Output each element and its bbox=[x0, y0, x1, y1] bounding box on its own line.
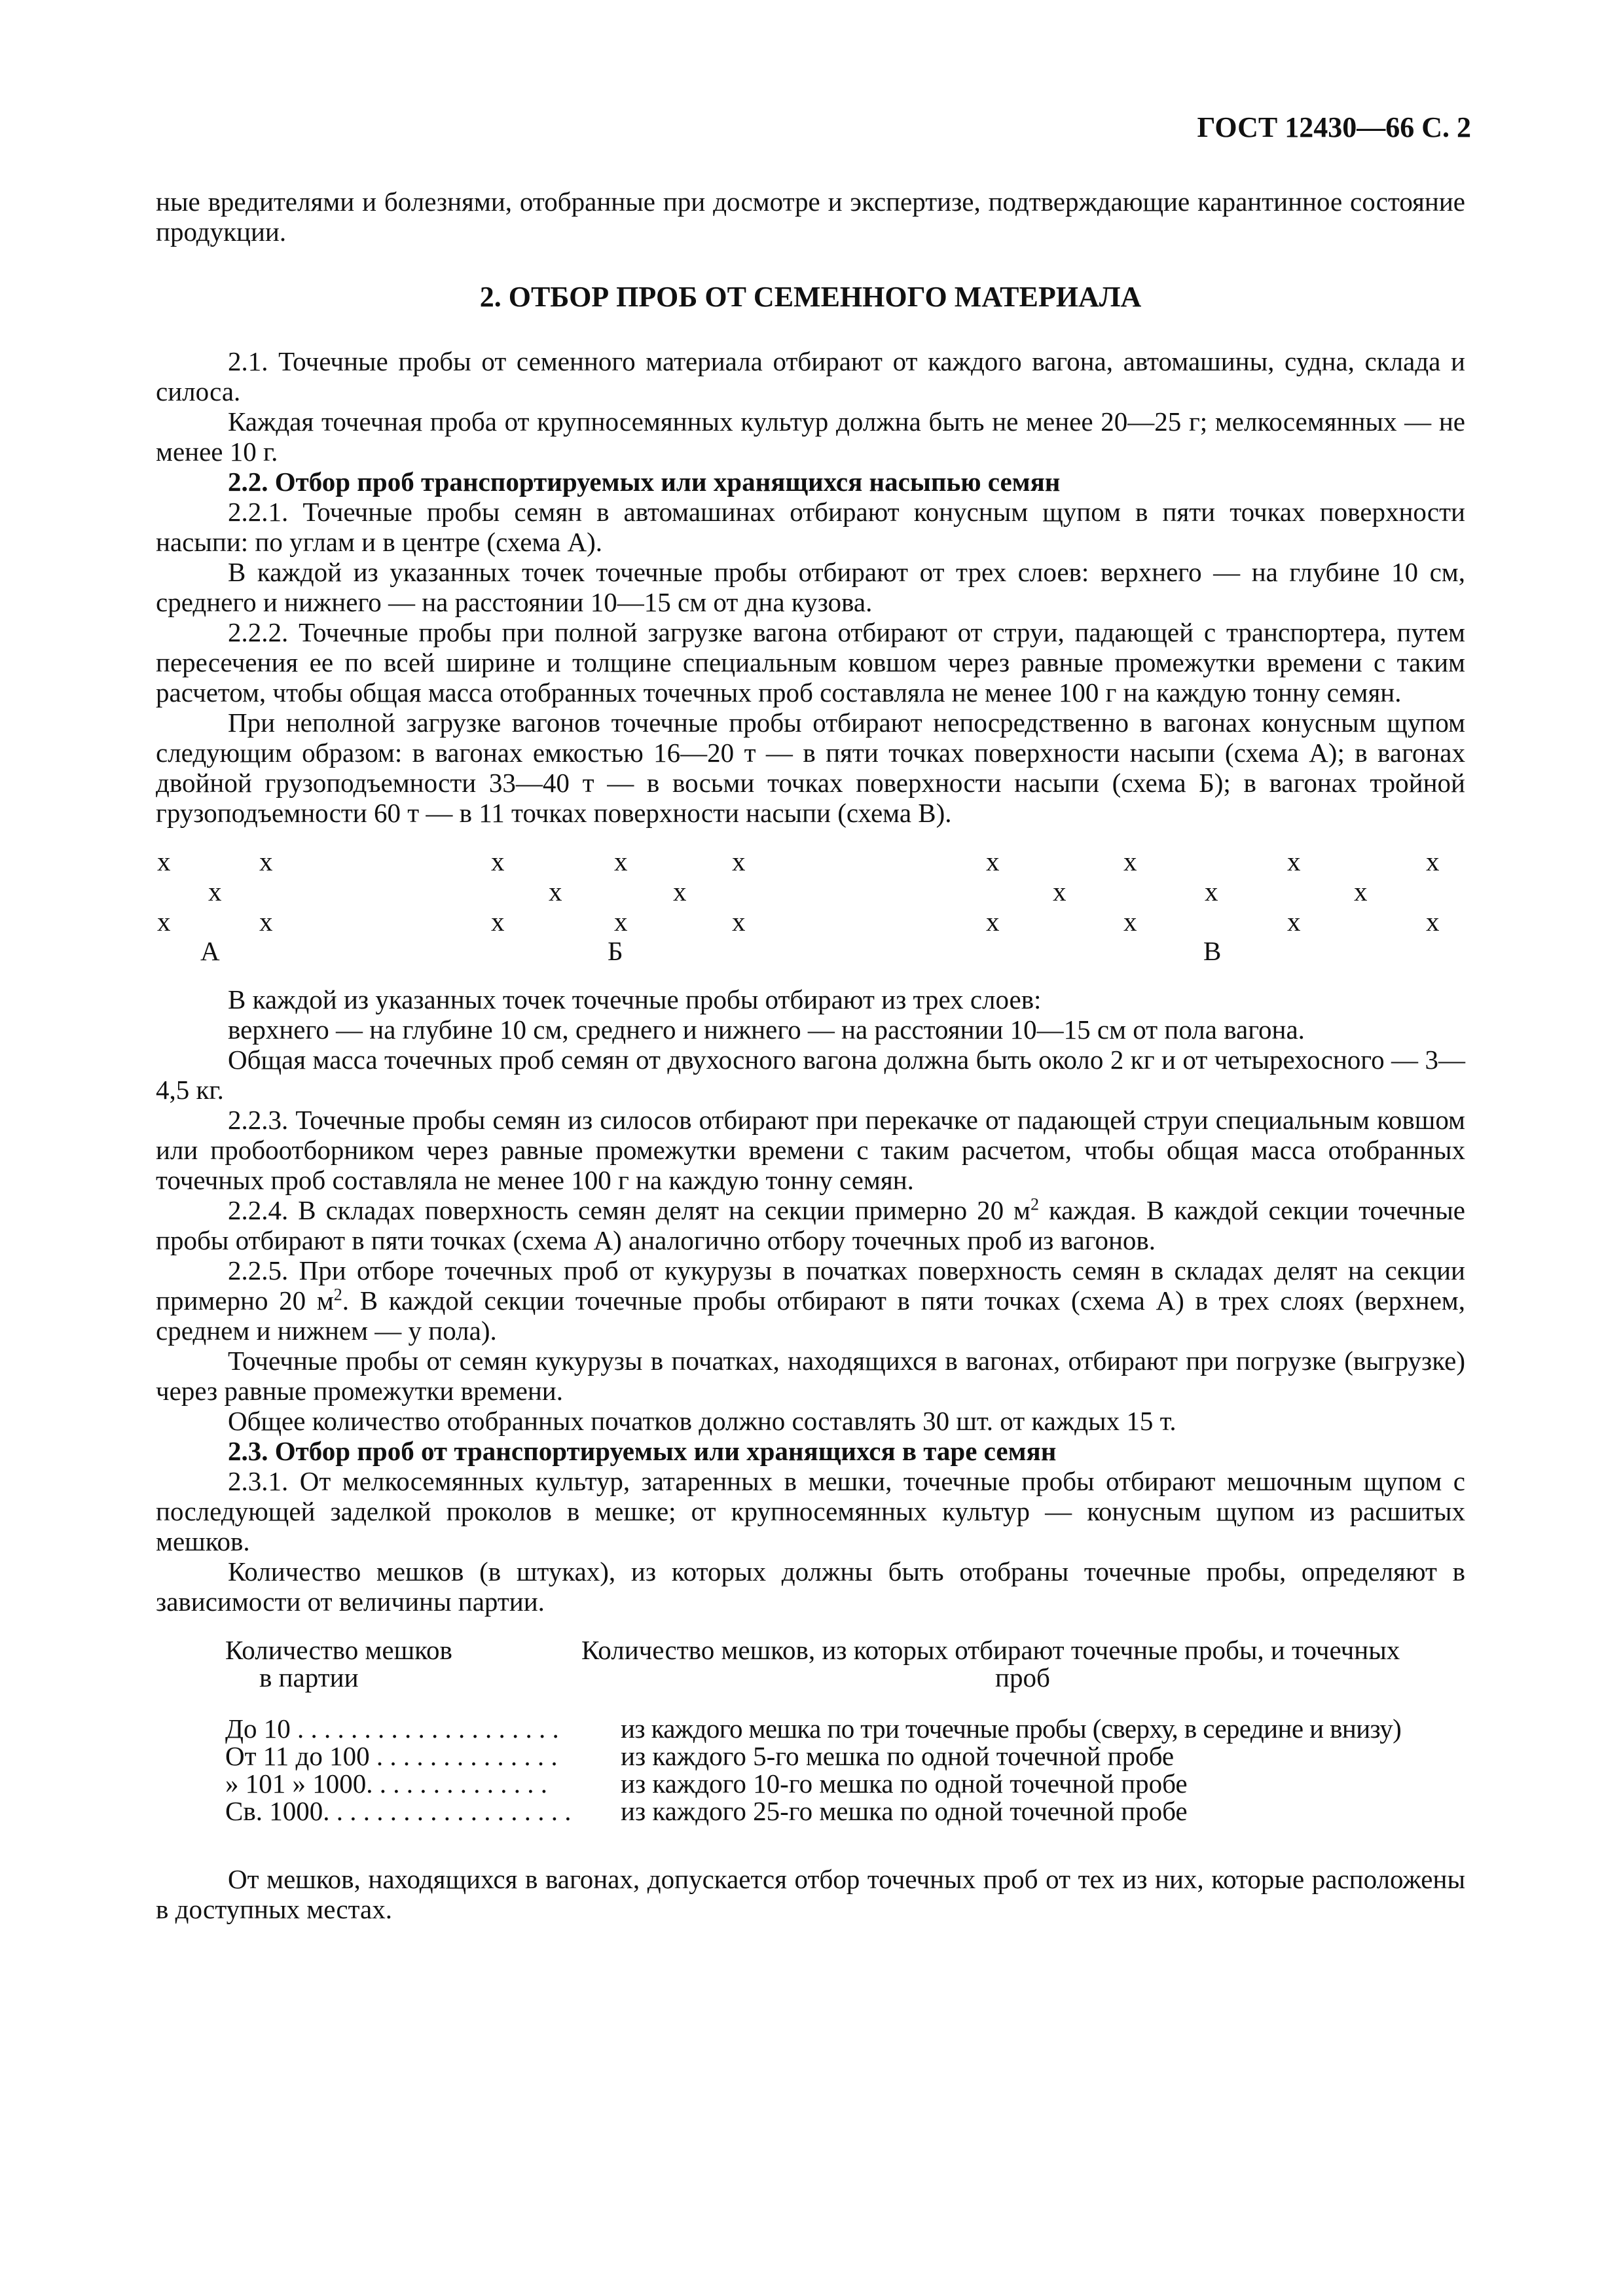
scheme-c-point: x bbox=[1287, 846, 1301, 876]
paragraph-2-2-2-partial: При неполной загрузке вагонов точечные пробы отбирают непосредственно в вагонах конусным щупом следующим образом: в вагонах емкостью 16—20 т — в пяти точках поверхности насыпи (схема А); в вагонах двойной грузоподъемности 33—40 т — в восьми точках поверхности насыпи (схема Б); в вагонах тройной грузоподъемности 60 т — в 11 точках поверхности насыпи (схема В). bbox=[156, 708, 1465, 828]
scheme-c-point: x bbox=[1426, 906, 1440, 937]
paragraph-2-2-4 bbox=[156, 1195, 1465, 1255]
scheme-a-point: x bbox=[259, 846, 273, 876]
scheme-a-point: x bbox=[157, 846, 171, 876]
paragraph-2-2-4-part1: 2.2.4. В складах поверхность семян делят на секции примерно 20 м bbox=[228, 1195, 1031, 1225]
table-row-left: До 10 . . . . . . . . . . . . . . . . . . . . bbox=[225, 1713, 559, 1744]
body-text bbox=[156, 187, 1465, 1924]
page-header: ГОСТ 12430—66 С. 2 bbox=[1197, 111, 1471, 143]
scheme-b-point: x bbox=[491, 906, 505, 937]
paragraph-2-2-5 bbox=[156, 1255, 1465, 1346]
superscript-2: 2 bbox=[333, 1285, 342, 1304]
scheme-c-point: x bbox=[1287, 906, 1301, 937]
paragraph-2-2-1-layers: В каждой из указанных точек точечные пробы отбирают от трех слоев: верхнего — на глубине 10 см, среднего и нижнего — на расстоянии 10—15 см от дна кузова. bbox=[156, 557, 1465, 617]
scheme-c-point: x bbox=[1123, 846, 1137, 876]
table-header-col1: Количество мешков bbox=[225, 1635, 452, 1665]
paragraph-2-2-2: 2.2.2. Точечные пробы при полной загрузке вагона отбирают от струи, падающей с транспортера, путем пересечения ее по всей ширине и толщине специальным ковшом через равные промежутки времени с таким расчетом, чтобы общая масса отобранных точечных проб составляла не менее 100 г на каждую тонну семян. bbox=[156, 617, 1465, 708]
paragraph-2-1-mass: Каждая точечная проба от крупносемянных культур должна быть не менее 20—25 г; мелкосемянных — не менее 10 г. bbox=[156, 406, 1465, 467]
scheme-c-point: x bbox=[986, 846, 1000, 876]
subheading-2-2: 2.2. Отбор проб транспортируемых или хранящихся насыпью семян bbox=[228, 467, 1061, 497]
table-row-left: Св. 1000. . . . . . . . . . . . . . . . . . . bbox=[225, 1796, 572, 1826]
scheme-b-point: x bbox=[673, 876, 687, 906]
scheme-b-point: x bbox=[491, 846, 505, 876]
table-header-col2: проб bbox=[995, 1662, 1050, 1693]
paragraph-corn-count: Общее количество отобранных початков должно составлять 30 шт. от каждых 15 т. bbox=[228, 1406, 1176, 1436]
table-row-right: из каждого 25-го мешка по одной точечной пробе bbox=[621, 1796, 1188, 1826]
scheme-a-label: А bbox=[200, 936, 220, 966]
section-title: 2. ОТБОР ПРОБ ОТ СЕМЕННОГО МАТЕРИАЛА bbox=[479, 281, 1142, 313]
paragraph-total-mass: Общая масса точечных проб семян от двухосного вагона должна быть около 2 кг и от четырехосного — 3—4,5 кг. bbox=[156, 1045, 1465, 1105]
bags-table bbox=[156, 1635, 1465, 1838]
scheme-b-point: x bbox=[732, 846, 746, 876]
scheme-b-label: Б bbox=[608, 936, 623, 966]
paragraph-final: От мешков, находящихся в вагонах, допускается отбор точечных проб от тех из них, которые расположены в доступных местах. bbox=[156, 1864, 1465, 1924]
paragraph-2-3-1: 2.3.1. От мелкосемянных культур, затаренных в мешки, точечные пробы отбирают мешочным щупом с последующей заделкой проколов в мешке; от крупносемянных культур — конусным щупом из расшитых мешков. bbox=[156, 1466, 1465, 1556]
scheme-c-point: x bbox=[1123, 906, 1137, 937]
table-row-right: из каждого 5-го мешка по одной точечной пробе bbox=[621, 1741, 1175, 1771]
table-row-left: » 101 » 1000. . . . . . . . . . . . . . bbox=[225, 1768, 547, 1799]
table-header-col1: в партии bbox=[259, 1662, 359, 1693]
scheme-c-point: x bbox=[986, 906, 1000, 937]
scheme-b-point: x bbox=[549, 876, 562, 906]
scheme-b-point: x bbox=[614, 846, 628, 876]
table-header-col2: Количество мешков, из которых отбирают точечные пробы, и точечных bbox=[581, 1635, 1400, 1665]
paragraph-2-2-3: 2.2.3. Точечные пробы семян из силосов отбирают при перекачке от падающей струи специальным ковшом или пробоотборником через равные промежутки времени с таким расчетом, чтобы общая масса отобранных точечных проб составляла не менее 100 г на каждую тонну семян. bbox=[156, 1105, 1465, 1195]
scheme-a-point: x bbox=[157, 906, 171, 937]
subheading-2-3: 2.3. Отбор проб от транспортируемых или хранящихся в таре семян bbox=[228, 1436, 1057, 1466]
paragraph-corn: Точечные пробы от семян кукурузы в початках, находящихся в вагонах, отбирают при погрузке (выгрузке) через равные промежутки времени. bbox=[156, 1346, 1465, 1406]
scheme-c-point: x bbox=[1354, 876, 1368, 906]
paragraph-layers-detail: верхнего — на глубине 10 см, среднего и нижнего — на расстоянии 10—15 см от пола вагона. bbox=[228, 1014, 1305, 1045]
scheme-a-point: x bbox=[208, 876, 222, 906]
paragraph-layers: В каждой из указанных точек точечные пробы отбирают из трех слоев: bbox=[228, 984, 1042, 1014]
intro-paragraph: ные вредителями и болезнями, отобранные при досмотре и экспертизе, подтверждающие карантинное состояние продукции. bbox=[156, 187, 1465, 247]
sampling-schemes bbox=[156, 846, 1465, 967]
scheme-c-point: x bbox=[1205, 876, 1218, 906]
scheme-a-point: x bbox=[259, 906, 273, 937]
table-row-left: От 11 до 100 . . . . . . . . . . . . . . bbox=[225, 1741, 558, 1771]
scheme-c-point: x bbox=[1426, 846, 1440, 876]
paragraph-2-2-5-part1: 2.2.5. При отборе точечных проб от кукурузы в початках поверхность семян в складах делят на секции примерно 20 м bbox=[156, 1255, 1465, 1316]
paragraph-bags: Количество мешков (в штуках), из которых должны быть отобраны точечные пробы, определяют в зависимости от величины партии. bbox=[156, 1556, 1465, 1617]
paragraph-2-1: 2.1. Точечные пробы от семенного материала отбирают от каждого вагона, автомашины, судна, склада и силоса. bbox=[156, 346, 1465, 406]
table-row-right: из каждого 10-го мешка по одной точечной пробе bbox=[621, 1768, 1188, 1799]
superscript-2: 2 bbox=[1030, 1194, 1040, 1214]
scheme-c-label: В bbox=[1203, 936, 1222, 966]
paragraph-2-2-1: 2.2.1. Точечные пробы семян в автомашинах отбирают конусным щупом в пяти точках поверхности насыпи: по углам и в центре (схема А). bbox=[156, 497, 1465, 557]
paragraph-2-2-4-part2: каждая. В каждой секции точечные пробы отбирают в пяти точках (схема А) аналогично отбору точечных проб из вагонов. bbox=[156, 1195, 1465, 1255]
table-row-right: из каждого мешка по три точечные пробы (сверху, в середине и внизу) bbox=[621, 1713, 1402, 1744]
scheme-b-point: x bbox=[732, 906, 746, 937]
scheme-b-point: x bbox=[614, 906, 628, 937]
scheme-c-point: x bbox=[1053, 876, 1067, 906]
paragraph-2-2-5-part2: . В каждой секции точечные пробы отбирают в пяти точках (схема А) в трех слоях (верхнем, среднем и нижнем — у пола). bbox=[156, 1285, 1465, 1346]
